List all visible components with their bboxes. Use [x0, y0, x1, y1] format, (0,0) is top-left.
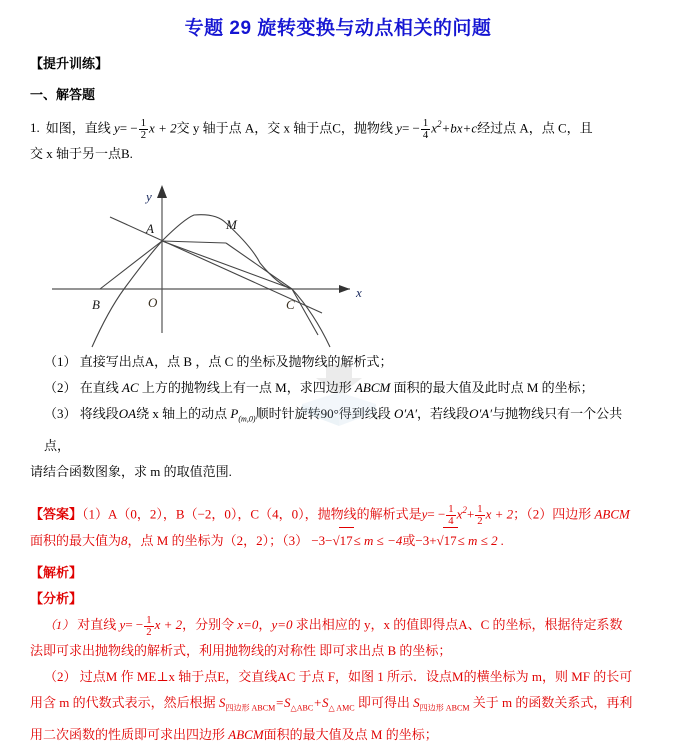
parabola-eq-equals: = − — [401, 120, 420, 136]
problem-stem-line-2: 交 x 轴于另一点B. — [30, 146, 133, 162]
stem-text-1: 如图，直线 — [45, 120, 111, 136]
fraction-numerator: 1 — [477, 503, 483, 515]
label-y-axis: y — [146, 189, 152, 205]
label-point-c: C — [286, 297, 295, 313]
answer-eq-plus: + — [466, 506, 475, 522]
solution-item-2-line-2 — [30, 690, 646, 722]
answer-part3-b: ≤ m ≤ −4 — [353, 533, 403, 549]
fraction-numerator: 1 — [448, 503, 454, 515]
area-subscript-quad-1: 四边形 ABCM — [225, 703, 276, 713]
subquestion-3-math-oa-prime: O′A′ — [394, 406, 418, 422]
answer-part3-a: −3− — [311, 533, 333, 549]
segment-ab — [100, 241, 162, 289]
subquestion-2-text-a: 在直线 — [79, 380, 123, 396]
solution-item-2-line-1 — [30, 664, 646, 690]
solution-item-2-line-3 — [30, 722, 646, 748]
fraction-one-half — [139, 118, 148, 141]
parabola-eq-y: y — [396, 120, 402, 136]
answer-part1-text: A（0，2），B（−2，0），C（4，0），抛物线的解析式是 — [108, 506, 422, 522]
solution-item-1-line-1 — [30, 612, 646, 638]
solution-item-2-math-abcm: ABCM — [228, 726, 264, 742]
page-title: 专题 29 旋转变换与动点相关的问题 — [184, 18, 492, 39]
subquestion-1-text: 直接写出点A，点 B ，点 C 的坐标及抛物线的解析式； — [79, 354, 393, 370]
subquestion-3-math-oa: OA — [118, 406, 137, 422]
x-axis-arrow — [339, 285, 350, 293]
subquestion-3-text-d: ，若线段 — [417, 406, 470, 422]
answer-part3-c: −3+ — [415, 533, 437, 549]
solution-item-1-text-a: 对直线 — [77, 617, 120, 633]
subquestion-3 — [30, 401, 646, 459]
solution-item-2-text-b3: 关于 m 的函数关系式，再利 — [469, 695, 633, 711]
coordinate-figure — [30, 171, 646, 349]
stem-text-2: 交 y 轴于点 A，交 x 轴于点C，抛物线 — [176, 120, 393, 136]
answer-fraction-one-fourth — [446, 504, 455, 527]
area-subscript-abc: △ABC — [290, 703, 314, 713]
solution-item-2-text-b1: 用含 m 的代数式表示，然后根据 — [30, 695, 219, 711]
solution-comma: ， — [258, 617, 272, 633]
solution-item-1-text-c: 求出相应的 y，x 的值即得点A、C 的坐标，根据待定系数 — [292, 617, 623, 633]
label-x-axis: x — [356, 285, 362, 301]
subquestion-3-math-oa-prime-2: O′A′ — [469, 406, 493, 422]
answer-fraction-one-half — [475, 504, 484, 527]
label-point-m: M — [226, 217, 237, 233]
subquestion-1 — [30, 349, 646, 375]
area-subscript-amc: △ AMC — [328, 703, 355, 713]
solution-item-2-text-c1: 用二次函数的性质即可求出四边形 — [30, 726, 229, 742]
solution-item-1-number: （1） — [44, 618, 75, 633]
answer-part3-or: 或 — [402, 533, 416, 549]
subquestion-3-text-c: 顺时针旋转90°得到线段 — [255, 406, 395, 422]
parabola-exponent: 2 — [436, 119, 442, 129]
segment-am — [162, 241, 226, 243]
solution-eq-tail: x + 2 — [154, 617, 183, 633]
solution-item-2-text-a: 过点M 作 ME⊥x 轴于点E，交直线AC 于点 F，如图 1 所示．设点M的横坐标为 m，则 MF 的长可 — [79, 669, 633, 685]
subquestion-3-math-p: P — [230, 406, 239, 422]
area-subscript-quad-2: 四边形 ABCM — [419, 703, 470, 713]
figure-svg — [30, 171, 430, 349]
area-symbol-s-2: S — [413, 695, 420, 711]
solution-fraction-one-half — [144, 615, 153, 638]
segment-mc — [226, 243, 292, 289]
y-axis-arrow — [157, 185, 167, 198]
subquestion-3-continuation: 请结合函数图象，求 m 的取值范围. — [30, 463, 232, 479]
label-point-a: A — [146, 221, 154, 237]
subquestion-3-math-p-coords: (m,0) — [238, 414, 256, 424]
answer-part2-text-a: 四边形 — [552, 506, 595, 522]
solution-item-2-text-c2: 面积的最大值及点 M 的坐标； — [263, 726, 438, 742]
problem-stem-line-1 — [30, 111, 646, 141]
answer-eq-y: y — [421, 506, 428, 522]
answer-semicolon: ； — [513, 506, 527, 522]
subquestion-2-number: （2） — [44, 380, 77, 396]
problem-number: 1. — [30, 120, 40, 136]
fraction-denominator: 4 — [422, 130, 429, 142]
solution-item-1-text-b: ，分别令 — [182, 617, 238, 633]
line-eq-y: y — [114, 120, 120, 136]
solution-item-2-number: （2） — [44, 669, 77, 685]
subquestion-3-text-a: 将线段 — [79, 406, 119, 422]
answer-eq-x: x — [456, 506, 463, 522]
area-plus: +S — [313, 695, 329, 711]
answer-label: 【答案】 — [30, 506, 83, 522]
area-equation-1: =S — [275, 695, 291, 711]
subquestion-2-math-ac: AC — [122, 380, 139, 396]
answer-part2-value: 8 — [121, 533, 128, 549]
solution-x-equals-zero: x=0 — [237, 617, 259, 633]
solution-y-equals-zero: y=0 — [271, 617, 293, 633]
segment-extra-1 — [292, 289, 318, 335]
solution-label-fenxi: 【分析】 — [30, 591, 83, 607]
solution-eq-y: y — [119, 617, 126, 633]
subquestion-2-text-c: 面积的最大值及此时点 M 的坐标； — [390, 380, 594, 396]
subquestion-1-number: （1） — [44, 354, 77, 370]
answer-line-2: 面积的最大值为8，点 M 的坐标为（2，2）；（3） −3−√17≤ m ≤ −4或−3+√17≤ m ≤ 2 . — [30, 527, 646, 554]
parabola-tail: +bx+c — [441, 120, 478, 136]
fraction-denominator: 2 — [140, 130, 147, 142]
answer-part3-number: （3） — [282, 533, 309, 549]
stem-text-3: 经过点 A，点 C，且 — [477, 120, 593, 136]
solution-item-1-line-2: 法即可求出抛物线的解析式，利用抛物线的对称性 即可求出点 B 的坐标； — [30, 643, 452, 659]
answer-part2-text-c: ，点 M 的坐标为（2，2）； — [127, 533, 283, 549]
answer-eq-tail: x + 2 — [485, 506, 514, 522]
fraction-numerator: 1 — [146, 615, 152, 627]
answer-part2-number: （2） — [526, 506, 553, 522]
segment-ac — [162, 241, 292, 289]
answer-part1-number: （1） — [82, 506, 109, 522]
answer-eq-equals: = − — [427, 506, 446, 522]
parabola-curve — [92, 215, 330, 347]
subquestion-3-text-e: 与抛物线只有一个公共点， — [44, 406, 623, 453]
answer-part3-radicand-1: 17 — [339, 527, 354, 554]
fraction-numerator: 1 — [422, 118, 429, 129]
label-point-b: B — [92, 297, 100, 313]
parabola-x: x — [431, 120, 437, 136]
subquestion-3-number: （3） — [44, 406, 77, 422]
subquestion-2-text-b: 上方的抛物线上有一点 M，求四边形 — [138, 380, 355, 396]
solution-eq-equals: = − — [125, 617, 144, 633]
fraction-denominator: 2 — [146, 627, 152, 639]
heading-training: 【提升训练】 — [30, 56, 109, 71]
line-eq-tail: x + 2 — [149, 120, 177, 136]
area-symbol-s-1: S — [218, 695, 226, 711]
fraction-numerator: 1 — [140, 118, 147, 129]
line-eq-equals: = − — [119, 120, 138, 136]
answer-part2-math-abcm: ABCM — [594, 506, 630, 522]
solution-label-jiexi: 【解析】 — [30, 565, 83, 581]
heading-section-one: 一、解答题 — [30, 87, 96, 102]
answer-line-1 — [30, 497, 646, 527]
subquestion-3-text-b: 绕 x 轴上的动点 — [136, 406, 231, 422]
subquestion-2 — [30, 375, 646, 401]
answer-part3-radicand-2: 17 — [443, 527, 458, 554]
answer-part3-d: ≤ m ≤ 2 . — [457, 533, 505, 549]
answer-eq-exponent: 2 — [462, 504, 467, 515]
fraction-denominator: 4 — [448, 516, 454, 528]
solution-item-2-text-b2: 即可得出 — [354, 695, 414, 711]
fraction-denominator: 2 — [477, 516, 483, 528]
subquestion-2-math-abcm: ABCM — [354, 380, 391, 396]
fraction-one-fourth — [421, 118, 430, 141]
answer-part2-text-b: 面积的最大值为 — [30, 533, 122, 549]
label-origin: O — [148, 295, 158, 311]
